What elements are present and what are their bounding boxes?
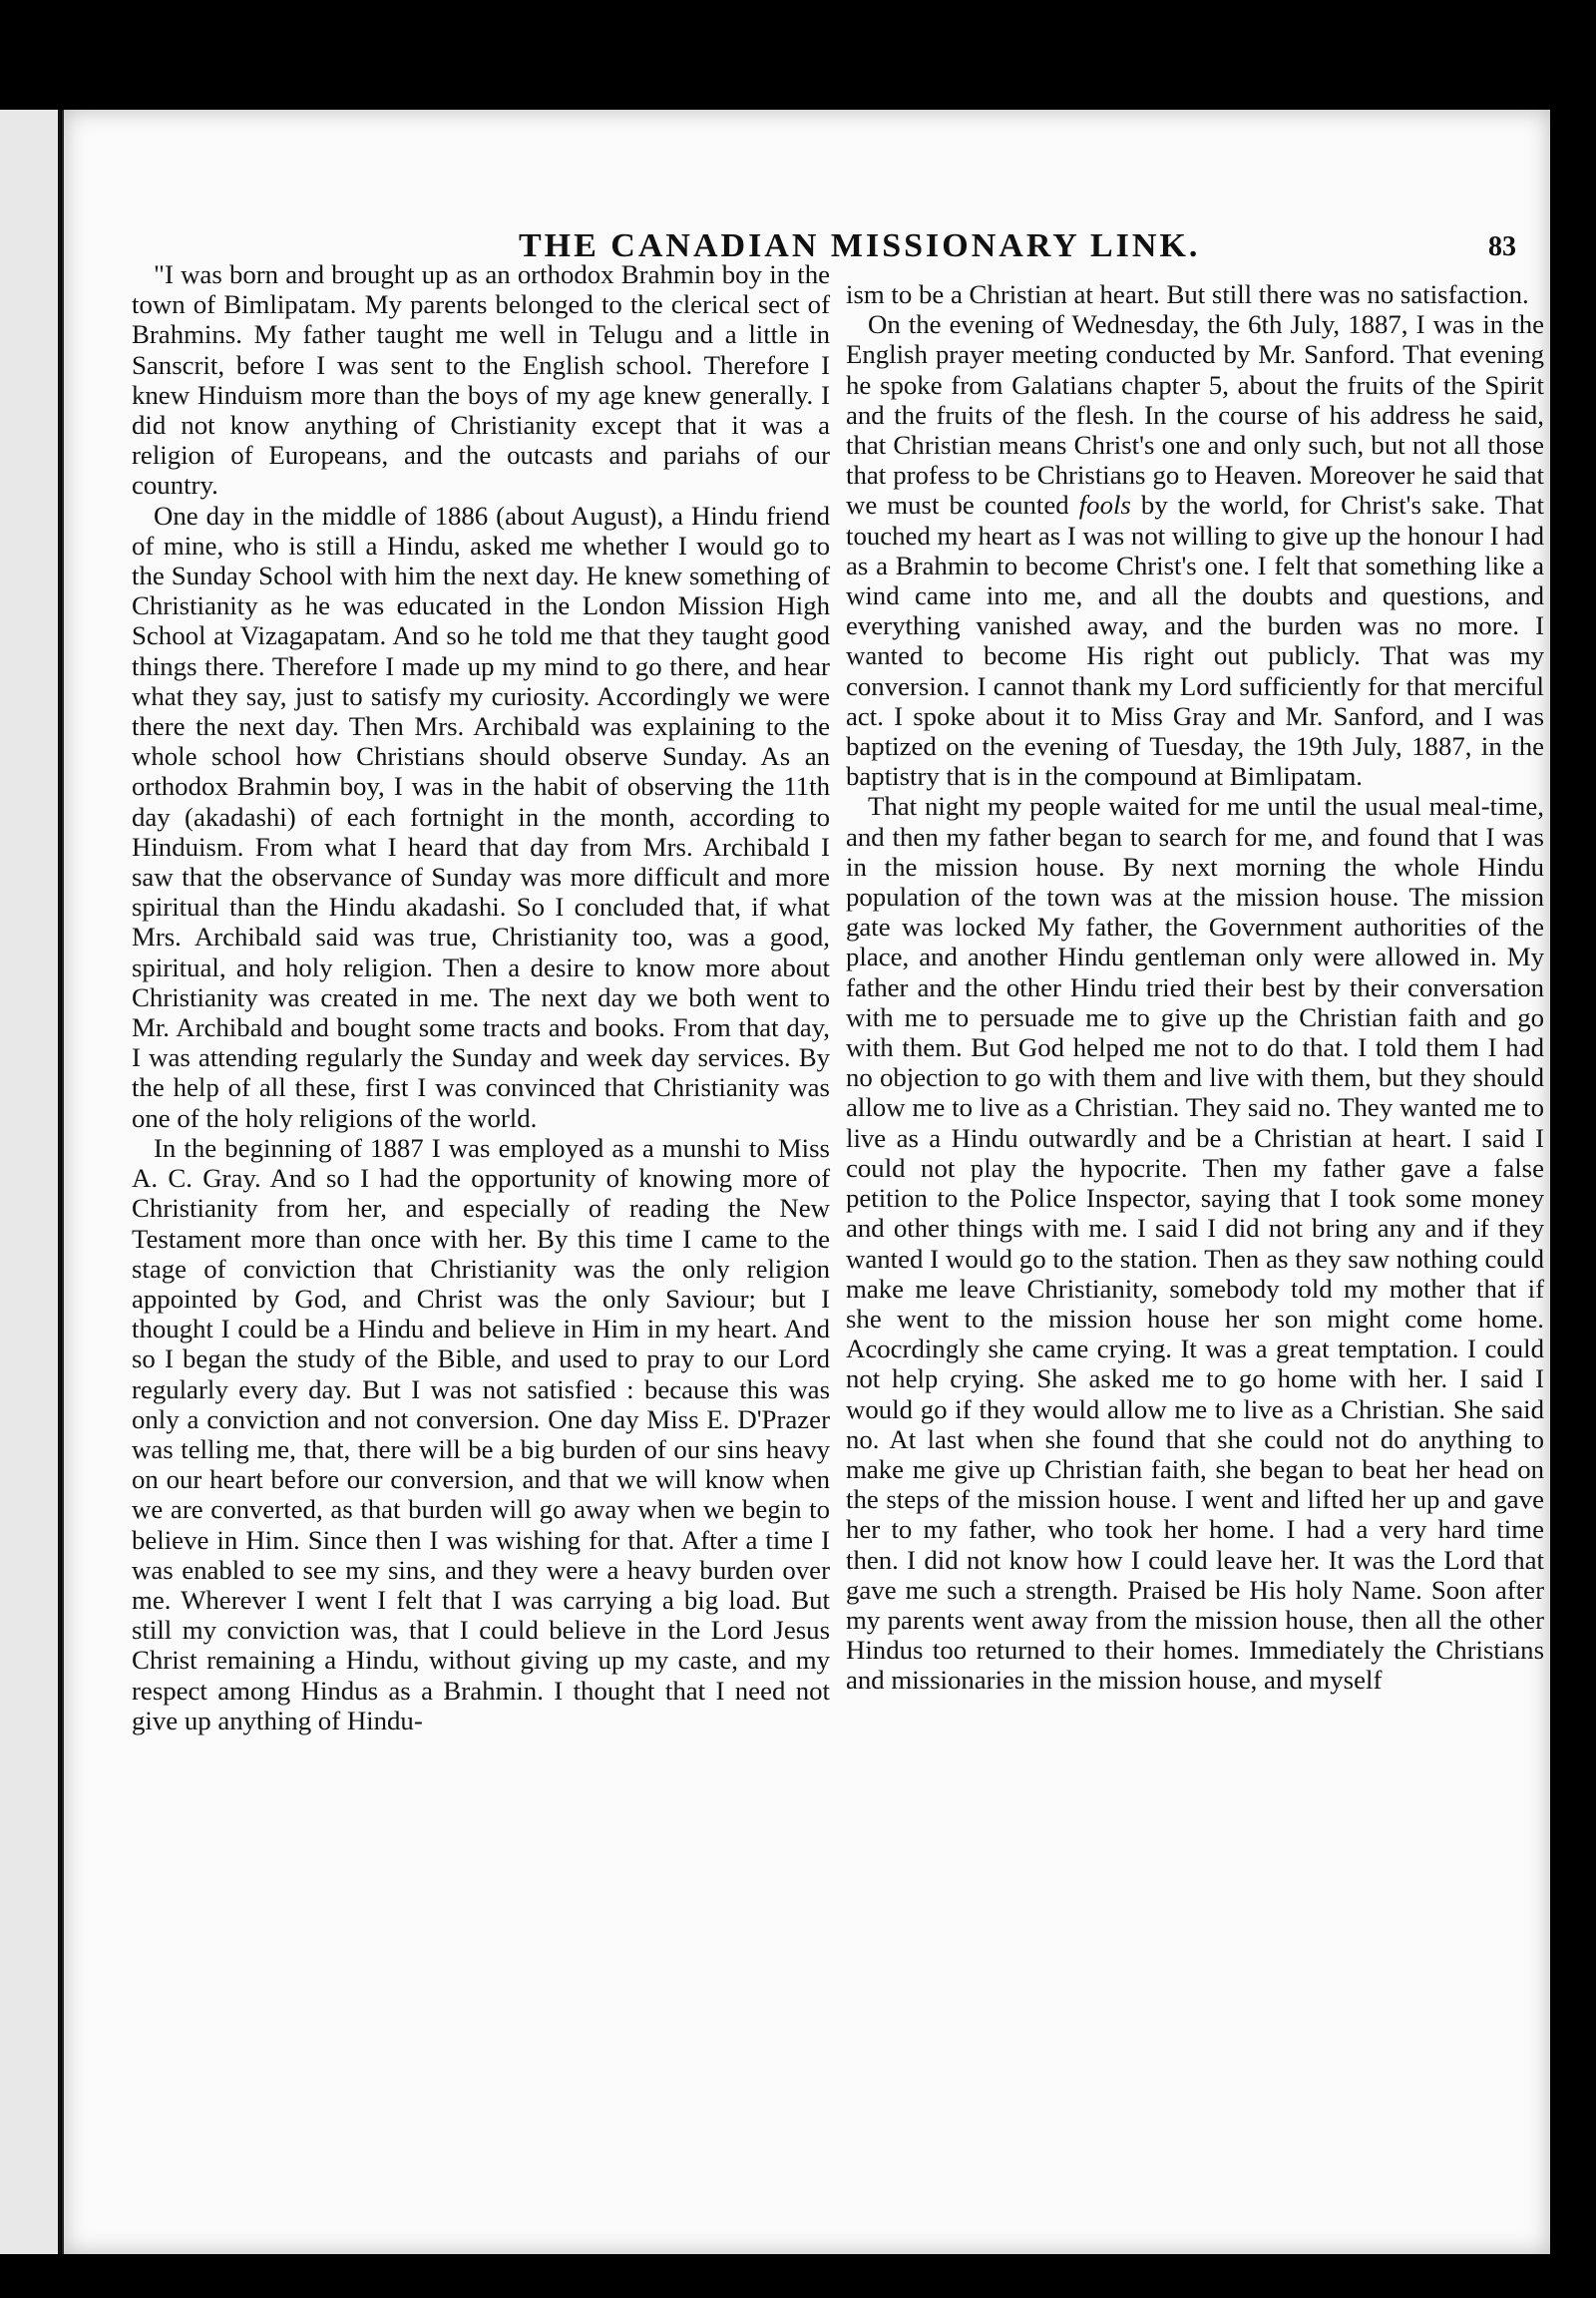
paragraph-text: On the evening of Wednesday, the 6th July, 1887, I was in the English prayer meeting conducted by Mr. Sanford. That evening he spoke from Galatians chapter 5, about the fruits of the Spirit and the fruits of the flesh. In the course of his address he said, that Christian means Christ's one and only such, but not all those that profess to be Christians go to Heaven. Moreover he said that we must be counted [846,309,1544,521]
paragraph: "I was born and brought up as an orthodox Brahmin boy in the town of Bimlipatam. My parents belonged to the clerical sect of Brahmins. My father taught me well in Telugu and a little in Sanscrit, before I was sent to the English school. Therefore I knew Hinduism more than the boys of my age knew generally. I did not know anything of Christianity except that it was a religion of Europeans, and the outcasts and pariahs of our country. [132,259,830,501]
paragraph [846,309,1544,791]
page-number: 83 [1488,231,1516,262]
italic-word: fools [1078,490,1131,521]
paragraph: One day in the middle of 1886 (about August), a Hindu friend of mine, who is still a Hindu, asked me whether I would go to the Sunday School with him the next day. He knew something of Christianity as he was educated in the London Mission High School at Vizagapatam. And so he told me that they taught good things there. Therefore I made up my mind to go there, and hear what they say, just to satisfy my curiosity. Accordingly we were there the next day. Then Mrs. Archibald was explaining to the whole school how Christians should observe Sunday. As an orthodox Brahmin boy, I was in the habit of observing the 11th day (akadashi) of each fortnight in the month, according to Hinduism. From what I heard that day from Mrs. Archibald I saw that the observance of Sunday was more difficult and more spiritual than the Hindu akadashi. So I concluded that, if what Mrs. Archibald said was true, Christianity too, was a good, spiritual, and holy religion. Then a desire to know more about Christianity was created in me. The next day we both went to Mr. Archibald and bought some tracts and books. From that day, I was attending regularly the Sunday and week day services. By the help of all these, first I was convinced that Christianity was one of the holy religions of the world. [132,500,830,1133]
paragraph: In the beginning of 1887 I was employed as a munshi to Miss A. C. Gray. And so I had the opportunity of knowing more of Christianity from her, and especially of reading the New Testament more than once with her. By this time I came to the stage of conviction that Christianity was the only religion appointed by God, and Christ was the only Saviour; but I thought I could be a Hindu and believe in Him in my heart. And so I began the study of the Bible, and used to pray to our Lord regularly every day. But I was not satisfied : because this was only a conviction and not conversion. One day Miss E. D'Prazer was telling me, that, there will be a big burden of our sins heavy on our heart before our conversion, and that we will know when we are converted, as that burden will go away when we begin to believe in Him. Since then I was wishing for that. After a time I was enabled to see my sins, and they were a heavy burden over me. Wherever I went I felt that I was carrying a big load. But still my conviction was, that I could believe in the Lord Jesus Christ remaining a Hindu, without giving up my caste, and my respect among Hindus as a Brahmin. I thought that I need not give up anything of Hindu- [132,1132,830,1735]
paragraph-text: by the world, for Christ's sake. That touched my heart as I was not willing to give up the honour I had as a Brahmin to become Christ's one. I felt that something like a wind came into me, and all the doubts and questions, and everything vanished away, and the burden was no more. I wanted to become His right out publicly. That was my conversion. I cannot thank my Lord sufficiently for that merciful act. I spoke about it to Miss Gray and Mr. Sanford, and I was baptized on the evening of Tuesday, the 19th July, 1887, in the baptistry that is in the compound at Bimlipatam. [846,490,1544,792]
document-page [62,110,1550,2254]
running-title: THE CANADIAN MISSIONARY LINK. [519,227,1201,264]
right-column [846,279,1544,1696]
paragraph: ism to be a Christian at heart. But still there was no satisfaction. [846,279,1529,309]
paragraph: That night my people waited for me until the usual meal-time, and then my father began to search for me, and found that I was in the mission house. By next morning the whole Hindu population of the town was at the mission house. The mission gate was locked My father, the Government authorities of the place, and another Hindu gentleman only were allowed in. My father and the other Hindu tried their best by their conversation with me to persuade me to give up the Christian faith and go with them. But God helped me not to do that. I told them I had no objection to go with them and live with them, but they should allow me to live as a Christian. They said no. They wanted me to live as a Hindu outwardly and be a Christian at heart. I said I could not play the hypocrite. Then my father gave a false petition to the Police Inspector, saying that I took some money and other things with me. I said I did not bring any and if they wanted I would go to the station. Then as they saw nothing could make me leave Christianity, somebody told my mother that if she went to the mission house her son might come home. Acocrdingly she came crying. It was a great temptation. I could not help crying. She asked me to go home with her. I said I would go if they would allow me to live as a Christian. She said no. At last when she found that she could not do anything to make me give up Christian faith, she began to beat her head on the steps of the mission house. I went and lifted her up and gave her to my father, who took her home. I had a very hard time then. I did not know how I could leave her. It was the Lord that gave me such a strength. Praised be His holy Name. Soon after my parents went away from the mission house, then all the other Hindus too returned to their homes. Immediately the Christians and missionaries in the mission house, and myself [846,791,1544,1696]
left-column [132,259,830,1735]
facing-page-edge [0,110,61,2254]
